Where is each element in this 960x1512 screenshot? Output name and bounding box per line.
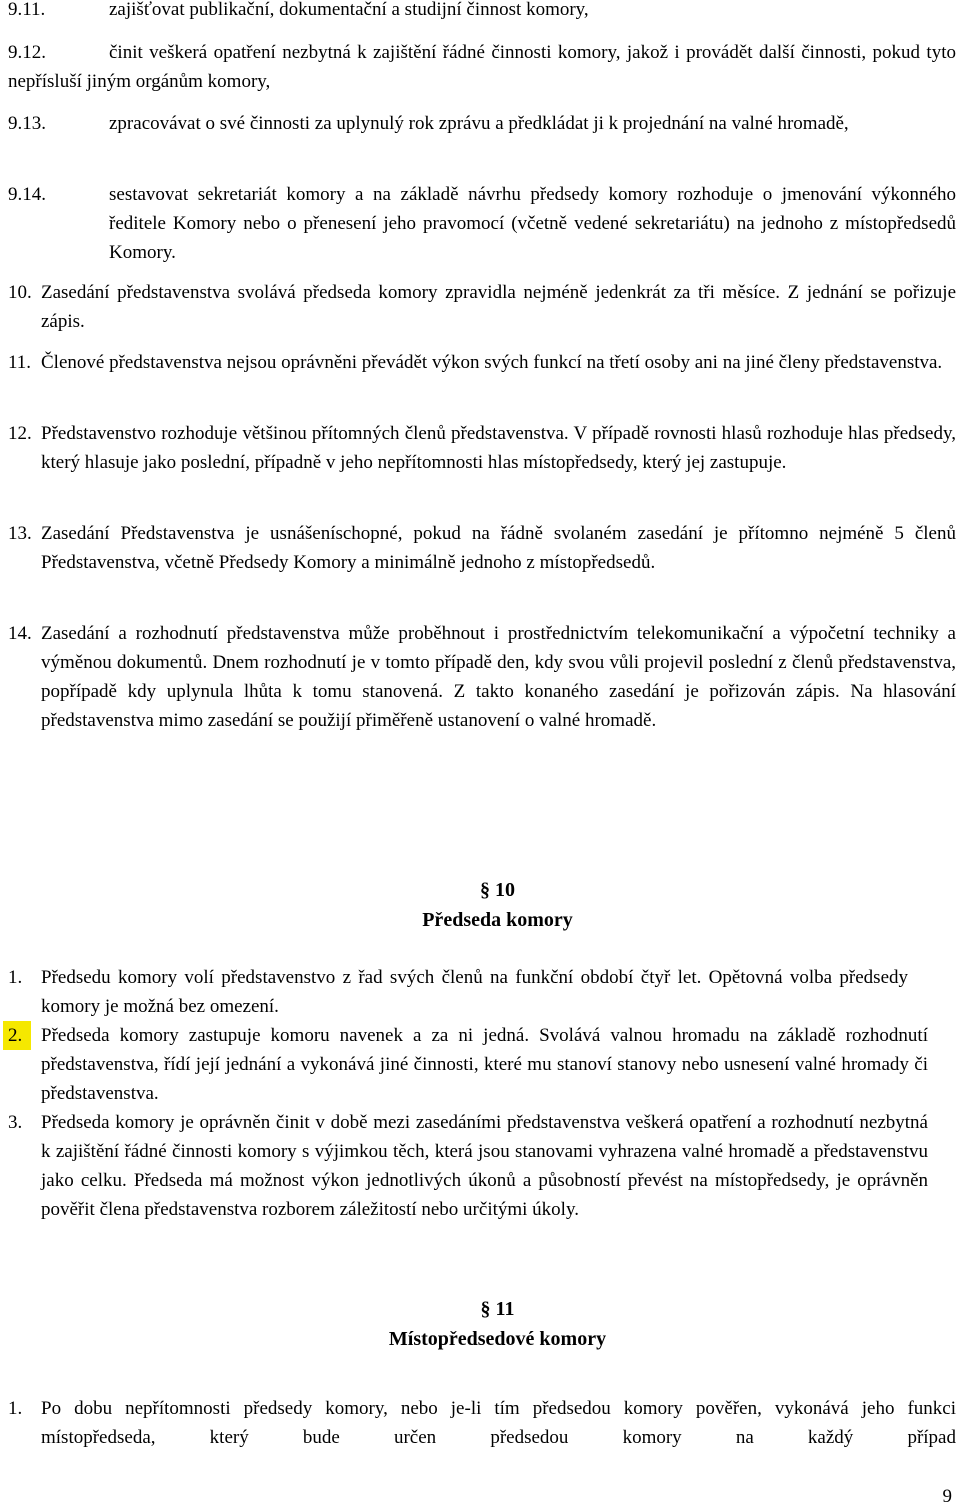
item-number: 1. (8, 1398, 23, 1419)
list-item-9-13 (8, 109, 956, 138)
section-title: Předseda komory (422, 909, 573, 931)
item-number: 13. (8, 523, 32, 544)
section-11-item-1 (8, 1394, 956, 1452)
item-text: zajišťovat publikační, dokumentační a studijní činnost komory, (109, 0, 589, 20)
item-text: zpracovávat o své činnosti za uplynulý rok zprávu a předkládat ji k projednání na valné hromadě, (109, 113, 849, 134)
list-item-13 (8, 519, 956, 577)
section-10-item-1 (8, 963, 908, 1021)
item-number: 12. (8, 423, 32, 444)
section-10-item-2 (8, 1021, 928, 1108)
item-number: 3. (8, 1112, 23, 1133)
item-number: 14. (8, 623, 32, 644)
item-text: Po dobu nepřítomnosti předsedy komory, nebo je-li tím předsedou komory pověřen, vykonává jeho funkci místopředseda, který bude určen předsedou komory na každý případ (41, 1398, 956, 1448)
item-text: sestavovat sekretariát komory a na základě návrhu předsedy komory rozhoduje o jmenování výkonného ředitele Komory nebo o přenesení jeho pravomocí (včetně vedené sekretariátu) na jednoho z místopředsedů Komory. (109, 184, 956, 263)
list-item-9-11 (8, 0, 956, 24)
item-text: Předseda komory zastupuje komoru navenek a za ni jedná. Svolává valnou hromadu na základě rozhodnutí představenstva, řídí její jednání a vykonává jiné činnosti, které mu stanoví stanovy nebo usnesení valné hromady či představenstva. (41, 1025, 928, 1104)
item-number-highlighted: 2. (3, 1021, 31, 1050)
item-text: Zasedání a rozhodnutí představenstva může proběhnout i prostřednictvím telekomunikační a výpočetní techniky a výměnou dokumentů. Dnem rozhodnutí je v tomto případě den, kdy svou vůli projevil poslední z členů představenstva, popřípadě kdy uplynula lhůta k tomu stanovená. Z takto konaného zasedání je pořizován zápis. Na hlasování představenstva mimo zasedání se použijí přiměřeně ustanovení o valné hromadě. (41, 623, 956, 731)
item-text: Členové představenstva nejsou oprávněni převádět výkon svých funkcí na třetí osoby ani na jiné členy představenstva. (41, 352, 943, 373)
item-text: Předseda komory je oprávněn činit v době mezi zasedáními představenstva veškerá opatření a rozhodnutí nezbytná k zajištění řádné činnosti komory s výjimkou těch, která jsou stanovami vyhrazena valné hromadě a představenstvu jako celku. Předseda má možnost výkon jednotlivých úkonů a působností převést na místopředsedy, je oprávněn pověřit člena představenstva rozborem záležitostí nebo určitými úkoly. (41, 1112, 928, 1220)
item-number: 11. (8, 352, 32, 373)
section-symbol: § 10 (480, 879, 515, 901)
item-text: Zasedání Představenstva je usnášeníschopné, pokud na řádně svolaném zasedání je přítomno nejméně 5 členů Představenstva, včetně Předsedy Komory a minimálně jednoho z místopředsedů. (41, 523, 956, 573)
section-symbol: § 11 (480, 1298, 515, 1320)
item-number: 10. (8, 282, 32, 303)
list-item-9-12 (8, 38, 956, 96)
list-item-11 (8, 348, 956, 377)
item-number: 9.12. (8, 42, 46, 63)
item-text: činit veškerá opatření nezbytná k zajištění řádné činnosti komory, jakož i provádět další činnosti, pokud tyto nepřísluší jiným orgánům komory, (8, 42, 956, 92)
list-item-14 (8, 619, 956, 735)
list-item-9-14 (8, 180, 956, 267)
item-text: Předsedu komory volí představenstvo z řad svých členů na funkční období čtyř let. Opětovná volba předsedy komory je možná bez omezení. (41, 967, 908, 1017)
list-item-12 (8, 419, 956, 477)
item-number: 9.13. (8, 113, 46, 134)
section-title: Místopředsedové komory (388, 1328, 607, 1350)
page-number: 9 (942, 1486, 952, 1507)
item-number: 9.11. (8, 0, 46, 20)
item-number: 9.14. (8, 184, 46, 205)
item-text: Zasedání představenstva svolává předseda komory zpravidla nejméně jedenkrát za tři měsíce. Z jednání se pořizuje zápis. (41, 282, 956, 332)
section-10-item-3 (8, 1108, 928, 1224)
list-item-10 (8, 278, 956, 336)
item-number: 1. (8, 967, 23, 988)
item-text: Představenstvo rozhoduje většinou přítomných členů představenstva. V případě rovnosti hlasů rozhoduje hlas předsedy, který hlasuje jako poslední, případně v jeho nepřítomnosti hlas místopředsedy, který jej zastupuje. (41, 423, 956, 473)
